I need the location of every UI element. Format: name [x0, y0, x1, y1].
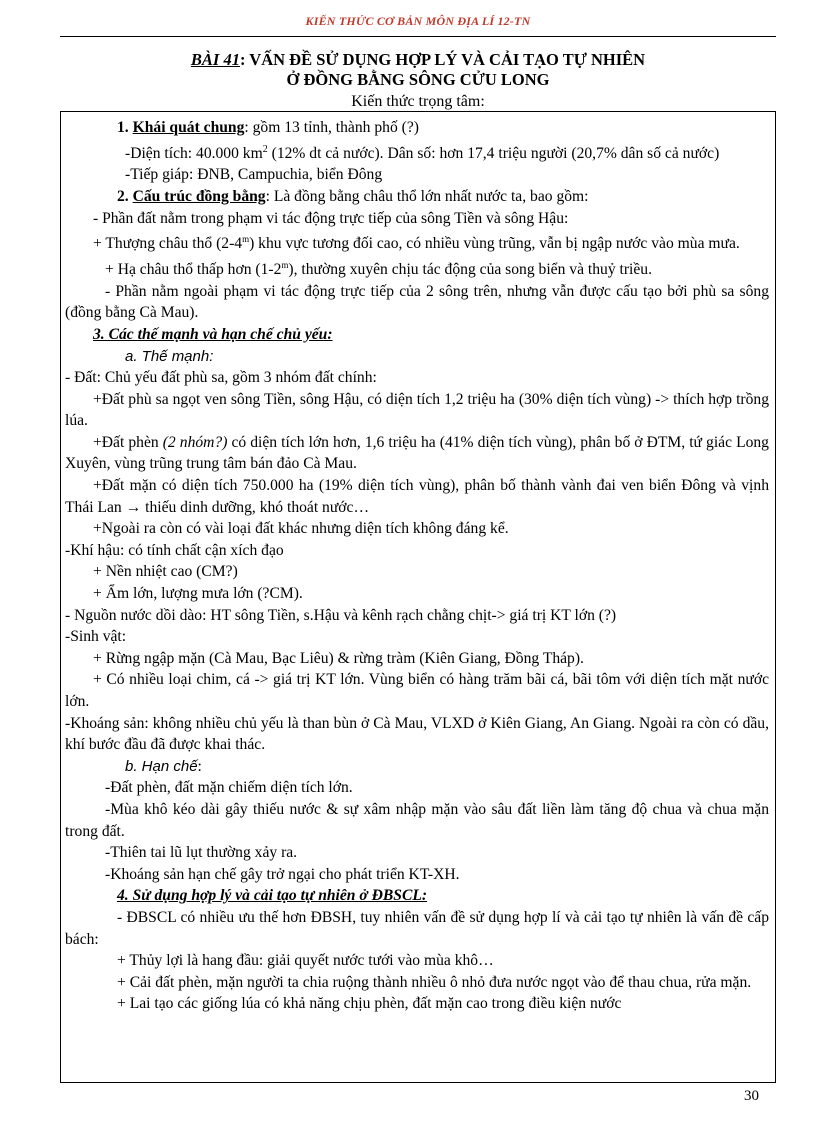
- section-1-number: 1.: [117, 119, 133, 136]
- section-2-heading: [65, 186, 769, 208]
- title-line-2: Ở ĐỒNG BẰNG SÔNG CỬU LONG: [286, 70, 550, 89]
- limit-line-3: -Thiên tai lũ lụt thường xảy ra.: [105, 844, 298, 862]
- biology-line: -Sinh vật:: [65, 628, 127, 646]
- section-4-heading: 4. Sử dụng hợp lý và cải tạo tự nhiên ở ĐBSCL:: [117, 887, 428, 905]
- header-rule: [60, 36, 776, 37]
- usage-line-1: - ĐBSCL có nhiều ưu thế hơn ĐBSH, tuy nhiên vấn đề sử dụng hợp lí và cải tạo tự nhiên là vấn đề cấp bách:: [65, 908, 769, 948]
- structure-line-4: - Phần nằm ngoài phạm vi tác động trực tiếp của 2 sông trên, nhưng vẫn được cấu tạo bởi phù sa sông (đồng bằng Cà Mau).: [65, 282, 769, 322]
- water-line: - Nguồn nước dồi dào: HT sông Tiền, s.Hậu và kênh rạch chằng chịt-> giá trị KT lớn (?): [65, 606, 617, 624]
- section-3-heading: 3. Các thế mạnh và hạn chế chủ yếu:: [93, 325, 333, 343]
- minerals-line: -Khoáng sản: không nhiều chủ yếu là than bùn ở Cà Mau, VLXD ở Kiên Giang, An Giang. Ngoài ra còn có dầu, khí bước đầu đã được khai thác.: [65, 714, 769, 754]
- content-body: [65, 117, 769, 1015]
- section-1-rest: : gồm 13 tỉnh, thành phố (?): [244, 119, 419, 136]
- usage-line-2: + Thủy lợi là hang đầu: giải quyết nước tưới vào mùa khô…: [117, 952, 494, 970]
- limit-line-4: -Khoáng sản hạn chế gây trở ngại cho phát triển KT-XH.: [105, 865, 460, 883]
- temperature-line: + Nền nhiệt cao (CM?): [93, 563, 238, 581]
- humidity-line: + Ẩm lớn, lượng mưa lớn (?CM).: [93, 585, 303, 603]
- structure-line-3: + Hạ châu thổ thấp hơn (1-2$^m$), thường xuyên chịu tác động của song biển và thuỷ triều.: [105, 259, 652, 279]
- fauna-line: + Có nhiều loại chim, cá -> giá trị KT lớn. Vùng biển có hàng trăm bãi cá, bãi tôm với diện tích mặt nước lớn.: [65, 671, 769, 710]
- section-2-number: 2.: [117, 187, 133, 205]
- subtitle: Kiến thức trọng tâm:: [351, 93, 485, 110]
- section-2-rest: : Là đồng bằng châu thổ lớn nhất nước ta, bao gồm:: [265, 187, 589, 205]
- subheading-a: a. Thế mạnh:: [125, 347, 214, 365]
- lesson-title: [60, 50, 776, 90]
- page-number: 30: [744, 1088, 759, 1104]
- section-1-title: Khái quát chung: [132, 119, 245, 136]
- other-soil-line: +Ngoài ra còn có vài loại đất khác nhưng diện tích không đáng kể.: [93, 520, 509, 538]
- area-line: -Diện tích: 40.000 $km^2$ (12% dt cả nước). Dân số: hơn 17,4 triệu người (20,7% dân số cả nước): [125, 143, 720, 162]
- soil-line: - Đất: Chủ yếu đất phù sa, gồm 3 nhóm đất chính:: [65, 369, 377, 387]
- structure-line-1: - Phần đất nằm trong phạm vi tác động trực tiếp của sông Tiền và sông Hậu:: [93, 209, 569, 227]
- saline-soil-line: +Đất mặn có diện tích 750.000 ha (19% diện tích vùng), phân bố thành vành đai ven biển Đông và vịnh Thái Lan → thiếu dinh dưỡng, khó thoát nước…: [65, 477, 769, 516]
- structure-line-2: + Thượng châu thổ (2-4$^m$) khu vực tương đối cao, có nhiều vùng trũng, vẫn bị ngập nước vào mùa mưa.: [93, 234, 740, 253]
- section-1-heading: [65, 117, 769, 139]
- title-line-1: : VẤN ĐỀ SỬ DỤNG HỢP LÝ VÀ CẢI TẠO TỰ NHIÊN: [239, 50, 646, 69]
- alluvial-line: +Đất phù sa ngọt ven sông Tiền, sông Hậu, có diện tích 1,2 triệu ha (30% diện tích vùng) -> thích hợp trồng lúa.: [65, 390, 769, 430]
- content-box: [60, 111, 776, 1083]
- limit-line-1: -Đất phèn, đất mặn chiếm diện tích lớn.: [105, 779, 353, 797]
- page-header: KIẾN THỨC CƠ BẢN MÔN ĐỊA LÍ 12-TN: [305, 14, 531, 28]
- climate-line: -Khí hậu: có tính chất cận xích đạo: [65, 541, 284, 559]
- forest-line: + Rừng ngập mặn (Cà Mau, Bạc Liêu) & rừng tràm (Kiên Giang, Đồng Tháp).: [93, 649, 584, 667]
- usage-line-3: + Cải đất phèn, mặn người ta chia ruộng thành nhiều ô nhỏ đưa nước ngọt vào để thau chua, rửa mặn.: [117, 973, 752, 991]
- usage-line-4: + Lai tạo các giống lúa có khả năng chịu phèn, đất mặn cao trong điều kiện nước: [117, 995, 622, 1013]
- alum-soil-line: +Đất phèn (2 nhóm?) có diện tích lớn hơn, 1,6 triệu ha (41% diện tích vùng), phân bố ở ĐTM, tứ giác Long Xuyên, vùng trũng trung tâm bán đảo Cà Mau.: [65, 433, 769, 473]
- limit-line-2: -Mùa khô kéo dài gây thiếu nước & sự xâm nhập mặn vào sâu đất liền làm tăng độ chua và chua mặn trong đất.: [65, 800, 769, 840]
- border-line: -Tiếp giáp: ĐNB, Campuchia, biển Đông: [125, 166, 383, 184]
- lesson-number: BÀI 41: [190, 50, 240, 69]
- subheading-b: b. Hạn chế:: [125, 757, 202, 775]
- section-2-title: Cấu trúc đồng bằng: [132, 187, 266, 205]
